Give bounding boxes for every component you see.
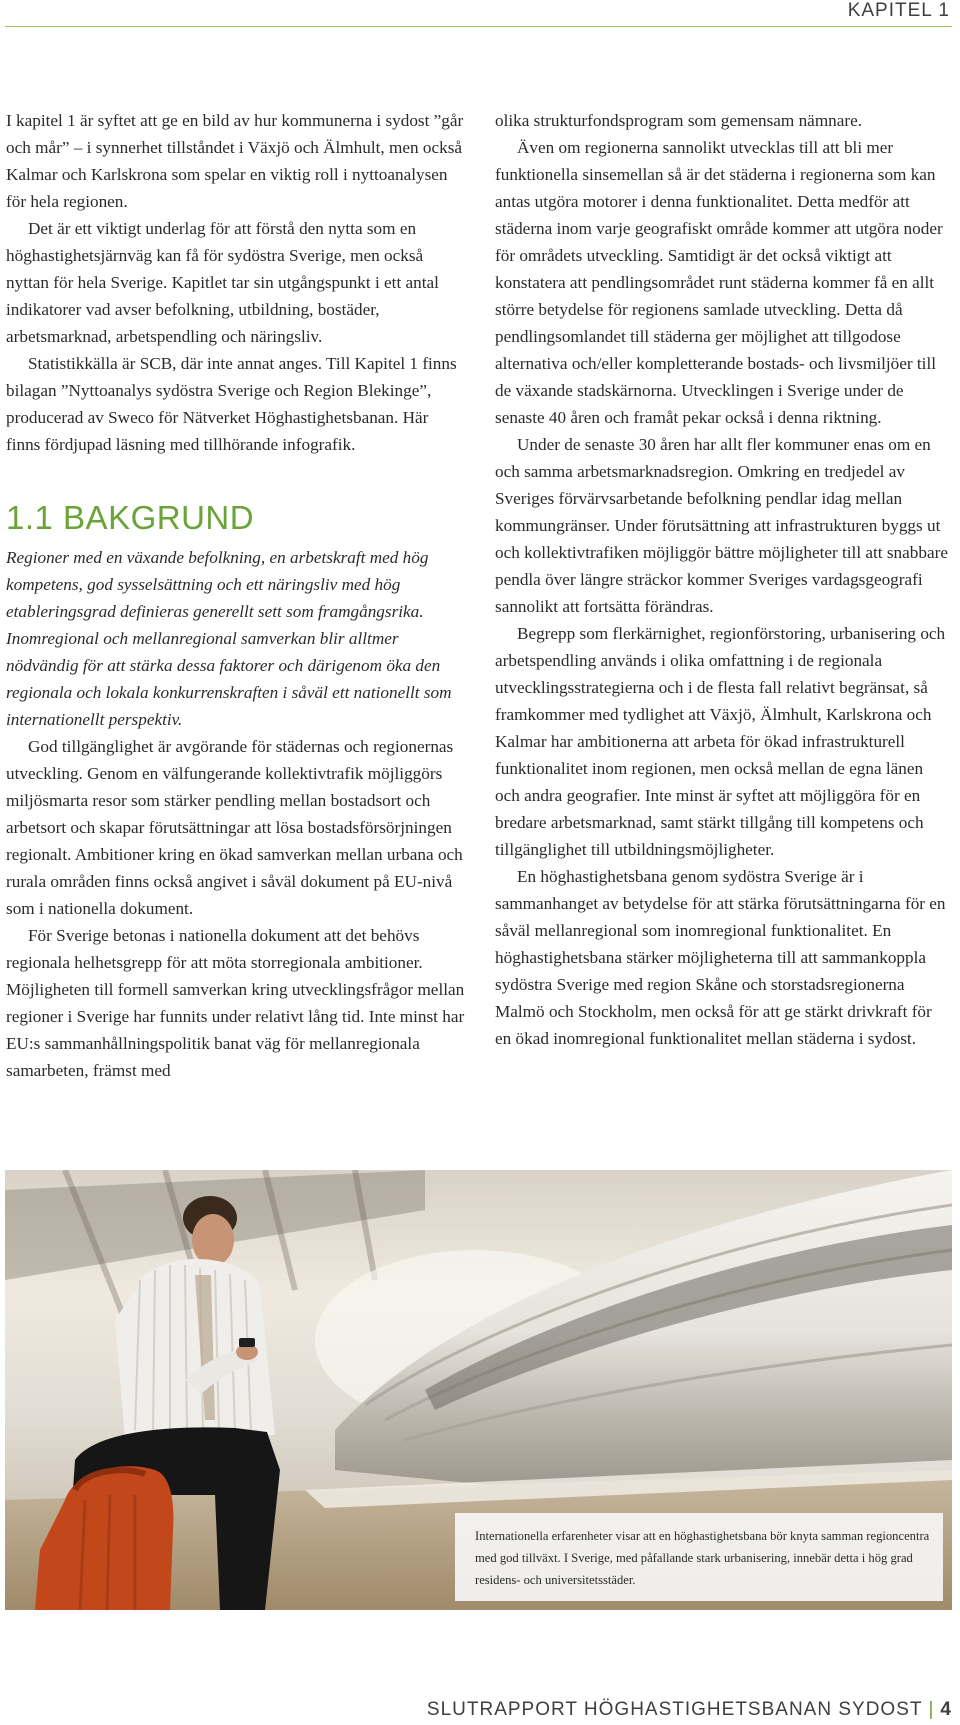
body-paragraph-2: För Sverige betonas i nationella dokument att det behövs regionala helhetsgrepp för att möta storregionala ambitioner. Möjligheten till formell samverkan kring utvecklingsfrågor mellan regioner i Sverige har funnits under relativt lång tid. Inte minst har EU:s sammanhållningspolitik banat väg för mellanregionala samarbeten, främst med — [6, 926, 465, 1080]
left-column — [6, 107, 466, 1084]
right-paragraph-5: En höghastighetsbana genom sydöstra Sverige är i sammanhanget av betydelse för att stärka förutsättningarna för en såväl mellanregional som inomregional funktionalitet. En höghastighetsbana stärker möjligheterna till att sammankoppla sydöstra Sverige med region Skåne och storstadsregionerna Malmö och Stockholm, men också för att ge stärkt drivkraft för en ökad inomregional funktionalitet mellan städerna i sydost. — [495, 867, 946, 1048]
body-paragraph-1: God tillgänglighet är avgörande för städernas och regionernas utveckling. Genom en välfungerande kollektivtrafik möjliggörs miljösmarta resor som stärker pendling mellan bostadsort och arbetsort och skapar förutsättningar att lösa bostadsförsörjningen regionalt. Ambitioner kring en ökad samverkan mellan urbana och rurala områden finns också angivet i såväl dokument på EU-nivå som i nationella dokument. — [6, 737, 463, 918]
intro-paragraph-2: Det är ett viktigt underlag för att förstå den nytta som en höghastighetsjärnväg kan få för sydöstra Sverige, men också nyttan för hela Sverige. Kapitlet tar sin utgångspunkt i ett antal indikatorer vad avser befolkning, utbildning, bostäder, arbetsmarknad, arbetspendling och näringsliv. — [6, 219, 439, 346]
right-paragraph-3: Under de senaste 30 åren har allt fler kommuner enas om en och samma arbetsmarknadsregion. Omkring en tredjedel av Sveriges förvärvsarbetande befolkning pendlar idag mellan kommungränser. Under förutsättning att infrastrukturen byggs ut och kollektivtrafiken möjliggör bättre möjligheter till att snabbare pendla över längre sträckor kommer Sveriges vardagsgeografi sannolikt att fortsätta förändras. — [495, 435, 948, 616]
right-paragraph-2: Även om regionerna sannolikt utvecklas till att bli mer funktionella sinsemellan så är det städerna i regionerna som kan antas utgöra motorer i denna funktionalitet. Detta medför att städerna inom varje geografiskt område kommer att utgöra noder för områdets utveckling. Samtidigt är det också viktigt att konstatera att pendlingsområdet runt städerna kommer få en allt större betydelse för regionens samlade utveckling. Detta då pendlingsomlandet till städerna ger möjlighet att tillgodose alternativa och/eller kompletterande bostads- och livsmiljöer till de växande stadskärnorna. Utvecklingen i Sverige under de senaste 40 åren och framåt pekar också i denna riktning. — [495, 138, 943, 427]
page-footer — [427, 1699, 952, 1721]
right-paragraph-1: olika strukturfondsprogram som gemensam nämnare. — [495, 111, 863, 130]
lead-paragraph: Regioner med en växande befolkning, en arbetskraft med hög kompetens, god sysselsättning och ett näringsliv med hög etableringsgrad definieras generellt sett som framgångsrika. Inomregional och mellanregional samverkan blir alltmer nödvändig för att stärka dessa faktorer och därigenom öka den regionala och lokala konkurrenskraften i såväl ett nationellt som internationellt perspektiv. — [6, 548, 452, 729]
section-heading: 1.1 BAKGRUND — [6, 499, 255, 536]
right-paragraph-4: Begrepp som flerkärnighet, regionförstoring, urbanisering och arbetspendling används i olika omfattning i de regionala utvecklingsstrategierna och i de flesta fall relativt begränsat, så framkommer med tydlighet att Växjö, Älmhult, Karlskrona och Kalmar har ambitionerna att arbeta för ökad infrastrukturell funktionalitet inom regionen, men också mellan de egna länen och andra geografier. Inte minst är syftet att möjliggöra för en bredare arbetsmarknad, samt stärkt tillgång till kompetens och tillgänglighet till utbildningsmöjligheter. — [495, 624, 946, 859]
intro-paragraph-3: Statistikkälla är SCB, där inte annat anges. Till Kapitel 1 finns bilagan ”Nyttoanalys sydöstra Sverige och Region Blekinge”, producerad av Sweco för Nätverket Höghastighetsbanan. Här finns fördjupad läsning med tillhörande infografik. — [6, 354, 457, 454]
footer-separator: | — [928, 1699, 935, 1720]
page-number: 4 — [940, 1699, 952, 1720]
right-column — [495, 107, 950, 1052]
intro-paragraph-1: I kapitel 1 är syftet att ge en bild av hur kommunerna i sydost ”går och mår” – i synnerhet tillståndet i Växjö och Älmhult, men också Kalmar och Karlskrona som spelar en viktig roll i nyttoanalysen för hela regionen. — [6, 111, 464, 211]
chapter-label: KAPITEL 1 — [847, 0, 950, 21]
header-divider — [5, 26, 952, 27]
report-title: SLUTRAPPORT HÖGHASTIGHETSBANAN SYDOST — [426, 1699, 923, 1720]
photo-caption: Internationella erfarenheter visar att en höghastighetsbana bör knyta samman regioncentra med god tillväxt. I Sverige, med påfallande stark urbanisering, innebär detta i hög grad residens- och universitetsstäder. — [455, 1513, 943, 1601]
